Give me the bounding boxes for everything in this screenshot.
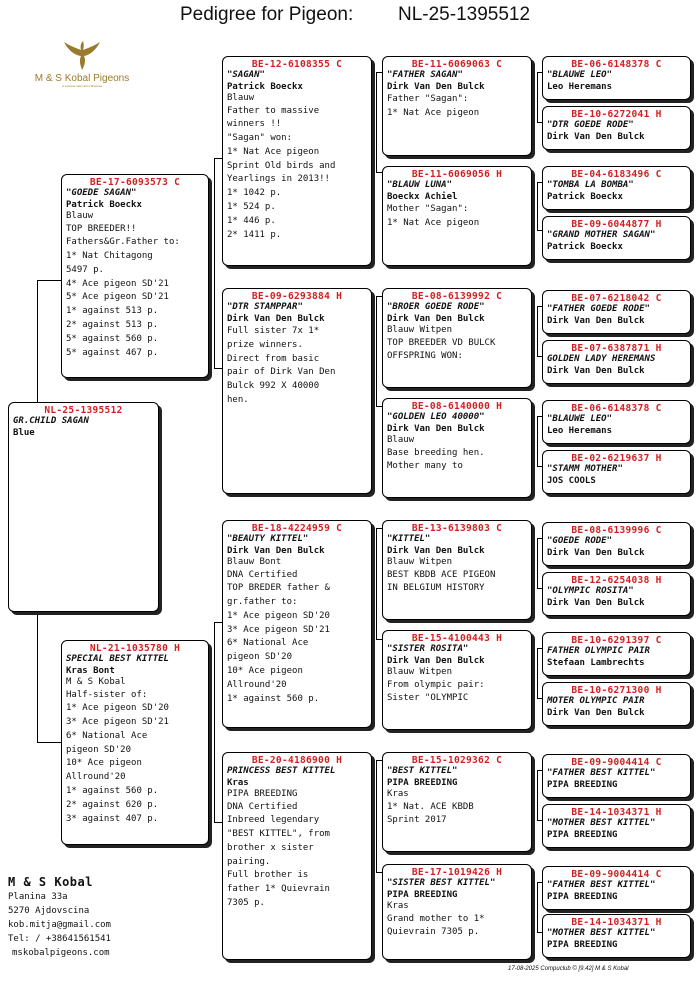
owner-name: M & S Kobal	[8, 875, 93, 889]
ring-number: BE-11-6069056 H	[411, 169, 503, 180]
connector-line	[37, 280, 38, 402]
connector-line	[214, 822, 222, 823]
dam-sire-dam-card[interactable]	[382, 630, 532, 730]
pigeon-color: Blauw	[66, 211, 94, 221]
pigeon-name: "GOEDE RODE"	[547, 536, 613, 546]
owner-city: 5270 Ajdovscina	[8, 906, 90, 916]
pigeon-name: "SAGAN"	[227, 70, 265, 80]
breeder-name: Dirk Van Den Bulck	[387, 655, 485, 666]
pigeon-notes: 1* Nat. ACE KBDB Sprint 2017	[387, 801, 474, 826]
ring-number: BE-11-6069063 C	[411, 59, 503, 70]
pigeon-notes: Base breeding hen. Mother many to	[387, 447, 485, 472]
pigeon-name: GOLDEN LADY HEREMANS	[547, 354, 656, 364]
pigeon-notes: DNA Certified Inbreed legendary "BEST KITTEL", from brother x sister pairing. Full brother is father 1* Quievrain 7305 p.	[227, 801, 330, 909]
pigeon-notes: BEST KBDB ACE PIGEON IN BELGIUM HISTORY	[387, 569, 496, 594]
breeder-name: PIPA BREEDING	[387, 889, 458, 900]
breeder-name: Leo Heremans	[547, 425, 613, 436]
kennel-logo	[22, 40, 142, 100]
owner-contact	[8, 874, 168, 960]
pigeon-color: PIPA BREEDING	[227, 789, 298, 799]
dam-sire-card[interactable]	[222, 520, 372, 728]
sire-sire-card[interactable]	[222, 56, 372, 266]
breeder-name: PIPA BREEDING	[547, 891, 618, 902]
ring-number: BE-12-6108355 C	[251, 59, 343, 70]
connector-line	[214, 368, 222, 369]
breeder-name: Dirk Van Den Bulck	[547, 707, 645, 718]
pigeon-name: MOTER OLYMPIC PAIR	[547, 696, 645, 706]
breeder-name: Patrick Boeckx	[547, 241, 623, 252]
pigeon-color: Blauw Witpen	[387, 325, 453, 335]
dam-sire-sire-card[interactable]	[382, 520, 532, 620]
breeder-name: Patrick Boeckx	[66, 199, 142, 210]
ring-number: BE-04-6183496 C	[571, 169, 662, 180]
ring-number: BE-10-6271300 H	[571, 685, 662, 696]
ancestor-card[interactable]	[542, 522, 691, 566]
dam-card[interactable]	[61, 640, 209, 845]
breeder-name: PIPA BREEDING	[547, 939, 618, 950]
breeder-name: PIPA BREEDING	[547, 829, 618, 840]
ring-number: BE-17-1019426 H	[411, 867, 503, 878]
connector-line	[37, 280, 61, 281]
pigeon-notes: TOP BREEDER!! Fathers&Gr.Father to: 1* Nat Chitagong 5497 p. 4* Ace pigeon SD'21 5* Ace pigeon SD'21 1* against 513 p. 2* against 513 p. 5* against 560 p. 5* against 467 p.	[66, 223, 180, 358]
title-label: Pedigree for Pigeon:	[180, 4, 354, 25]
ring-number: BE-06-6148378 C	[571, 59, 662, 70]
breeder-name: PIPA BREEDING	[547, 779, 618, 790]
ring-number: BE-18-4224959 C	[251, 523, 343, 534]
ancestor-card[interactable]	[542, 56, 691, 100]
ancestor-card[interactable]	[542, 450, 691, 494]
ancestor-card[interactable]	[542, 682, 691, 726]
breeder-name: Patrick Boeckx	[227, 81, 303, 92]
connector-line	[537, 882, 538, 932]
ring-number: BE-07-6387871 H	[571, 343, 662, 354]
pigeon-notes: Full sister 7x 1* prize winners. Direct from basic pair of Dirk Van Den Bulck 992 X 40000 hen.	[227, 326, 336, 405]
connector-line	[37, 742, 61, 743]
ancestor-card[interactable]	[542, 216, 691, 260]
breeder-name: Dirk Van Den Bulck	[547, 365, 645, 376]
connector-line	[214, 622, 215, 822]
pigeon-name: "GRAND MOTHER SAGAN"	[547, 230, 656, 240]
breeder-name: JOS COOLS	[547, 475, 596, 486]
ring-number: BE-08-6139992 C	[411, 291, 503, 302]
breeder-name: Kras Bont	[66, 665, 115, 676]
ancestor-card[interactable]	[542, 632, 691, 676]
ring-number: BE-17-6093573 C	[89, 177, 181, 188]
pigeon-name: "FATHER SAGAN"	[387, 70, 463, 80]
ring-number: BE-14-1034371 H	[571, 917, 662, 928]
sire-dam-sire-card[interactable]	[382, 288, 532, 388]
pigeon-name: "FATHER BEST KITTEL"	[547, 768, 656, 778]
dam-dam-dam-card[interactable]	[382, 864, 532, 960]
logo-name: M & S Kobal Pigeons	[34, 73, 130, 84]
connector-line	[376, 760, 377, 872]
dam-dam-sire-card[interactable]	[382, 752, 532, 852]
connector-line	[376, 72, 377, 172]
pigeon-name: SPECIAL BEST KITTEL	[66, 654, 169, 664]
owner-address: Planina 33a	[8, 892, 68, 902]
logo-tagline: A success story from Slovenia	[61, 84, 102, 88]
dam-dam-card[interactable]	[222, 752, 372, 960]
breeder-name: Dirk Van Den Bulck	[547, 597, 645, 608]
pigeon-name: "STAMM MOTHER"	[547, 464, 623, 474]
pigeon-notes: Father to massive winners !! "Sagan" won: 1* Nat Ace pigeon Sprint Old birds and Yearlings in 2013!! 1* 1042 p. 1* 524 p. 1* 446 p. 2* 1411 p.	[227, 105, 336, 240]
connector-line	[214, 158, 222, 159]
ring-number: BE-20-4186900 H	[251, 755, 343, 766]
ring-number: BE-10-6291397 C	[571, 635, 662, 646]
breeder-name: Dirk Van Den Bulck	[387, 81, 485, 92]
connector-line	[537, 770, 538, 820]
ring-number: BE-10-6272041 H	[571, 109, 662, 120]
ring-number: BE-09-6044877 H	[571, 219, 662, 230]
main-pigeon-card[interactable]	[8, 402, 159, 612]
pigeon-name: "GOEDE SAGAN"	[66, 188, 137, 198]
pigeon-name: "BLAUW LUNA"	[387, 180, 453, 190]
pigeon-color: M & S Kobal	[66, 677, 126, 687]
ring-number: BE-08-6140000 H	[411, 401, 503, 412]
pigeon-name: GR.CHILD SAGAN	[13, 416, 89, 426]
connector-line	[537, 538, 538, 588]
breeder-name: Kras	[227, 777, 249, 788]
sire-sire-dam-card[interactable]	[382, 166, 532, 266]
pigeon-name: "OLYMPIC ROSITA"	[547, 586, 634, 596]
pigeon-name: "MOTHER BEST KITTEL"	[547, 928, 656, 938]
ancestor-card[interactable]	[542, 572, 691, 616]
breeder-name: Dirk Van Den Bulck	[387, 545, 485, 556]
pigeon-color: Kras	[387, 789, 409, 799]
pigeon-name: "SISTER ROSITA"	[387, 644, 469, 654]
pigeon-color: Blue	[13, 427, 35, 438]
connector-line	[537, 416, 538, 466]
ancestor-card[interactable]	[542, 340, 691, 384]
ancestor-card[interactable]	[542, 290, 691, 334]
ancestor-card[interactable]	[542, 106, 691, 150]
pigeon-name: "KITTEL"	[387, 534, 431, 544]
pigeon-name: "BEST KITTEL"	[387, 766, 458, 776]
print-footer: 17-08-2025 Compuclub © [9.42] M & S Kobal	[508, 966, 629, 972]
pigeon-name: "TOMBA LA BOMBA"	[547, 180, 634, 190]
connector-line	[376, 528, 377, 639]
pigeon-notes: Father "Sagan": 1* Nat Ace pigeon	[387, 94, 480, 118]
ring-number: BE-12-6254038 H	[571, 575, 662, 586]
ring-number: BE-09-6293884 H	[251, 291, 343, 302]
ancestor-card[interactable]	[542, 166, 691, 210]
dove-logo-icon	[60, 40, 104, 72]
sire-dam-dam-card[interactable]	[382, 398, 532, 498]
sire-dam-card[interactable]	[222, 288, 372, 494]
breeder-name: Dirk Van Den Bulck	[387, 423, 485, 434]
breeder-name: PIPA BREEDING	[387, 777, 458, 788]
sire-card[interactable]	[61, 174, 209, 378]
ring-number: BE-09-9004414 C	[571, 869, 662, 880]
pigeon-notes: TOP BREEDER VD BULCK OFFSPRING WON:	[387, 337, 496, 362]
ring-number: BE-07-6218042 C	[571, 293, 662, 304]
owner-phone: Tel: / +38641561541	[8, 934, 111, 944]
pigeon-name: FATHER OLYMPIC PAIR	[547, 646, 650, 656]
breeder-name: Leo Heremans	[547, 81, 613, 92]
pigeon-notes: Mother "Sagan": 1* Nat Ace pigeon	[387, 204, 480, 228]
pigeon-name: "BLAUWE LEO"	[547, 414, 613, 424]
pigeon-color: Blauw	[387, 435, 415, 445]
breeder-name: Stefaan Lambrechts	[547, 657, 645, 668]
pigeon-color: Blauw	[227, 93, 255, 103]
ring-number: NL-25-1395512	[44, 405, 123, 416]
ring-number: NL-21-1035780 H	[89, 643, 181, 654]
breeder-name: Dirk Van Den Bulck	[387, 313, 485, 324]
pigeon-name: "FATHER BEST KITTEL"	[547, 880, 656, 890]
pigeon-notes: Half-sister of: 1* Ace pigeon SD'20 3* Ace pigeon SD'21 6* National Ace pigeon SD'20 10* Ace pigeon Allround'20 1* against 560 p. 2* against 620 p. 3* against 407 p.	[66, 689, 169, 824]
pigeon-notes: DNA Certified TOP BREDER father & gr.father to: 1* Ace pigeon SD'20 3* Ace pigeon SD'21 6* National Ace pigeon SD'20 10* Ace pigeon Allround'20 1* against 560 p.	[227, 569, 330, 704]
connector-line	[537, 72, 538, 122]
connector-line	[537, 648, 538, 698]
connector-line	[214, 622, 222, 623]
pigeon-name: "BROER GOEDE RODE"	[387, 302, 485, 312]
breeder-name: Dirk Van Den Bulck	[227, 545, 325, 556]
ancestor-card[interactable]	[542, 866, 691, 910]
breeder-name: Dirk Van Den Bulck	[227, 313, 325, 324]
ancestor-card[interactable]	[542, 914, 691, 958]
pigeon-color: Blauw Witpen	[387, 667, 453, 677]
pigeon-name: PRINCESS BEST KITTEL	[227, 766, 336, 776]
connector-line	[214, 158, 215, 368]
pigeon-name: "BLAUWE LEO"	[547, 70, 613, 80]
ring-number: BE-06-6148378 C	[571, 403, 662, 414]
breeder-name: Patrick Boeckx	[547, 191, 623, 202]
ring-number: BE-13-6139803 C	[411, 523, 503, 534]
pigeon-color: Blauw Witpen	[387, 557, 453, 567]
ring-number: BE-08-6139996 C	[571, 525, 662, 536]
ring-number: BE-09-9004414 C	[571, 757, 662, 768]
ring-number: BE-02-6219637 H	[571, 453, 662, 464]
breeder-name: Dirk Van Den Bulck	[547, 131, 645, 142]
connector-line	[537, 182, 538, 230]
breeder-name: Boeckx Achiel	[387, 191, 458, 202]
pigeon-name: "DTR GOEDE RODE"	[547, 120, 634, 130]
owner-email[interactable]: kob.mitja@gmail.com	[8, 920, 111, 930]
pigeon-name: "SISTER BEST KITTEL"	[387, 878, 496, 888]
pigeon-name: "GOLDEN LEO 40000"	[387, 412, 485, 422]
ancestor-card[interactable]	[542, 754, 691, 798]
ring-number: BE-15-4100443 H	[411, 633, 503, 644]
sire-sire-sire-card[interactable]	[382, 56, 532, 156]
pigeon-notes: Grand mother to 1* Quievrain 7305 p.	[387, 913, 485, 938]
pigeon-name: "DTR STAMPPAR"	[227, 302, 303, 312]
pigeon-color: Kras	[387, 901, 409, 911]
breeder-name: Dirk Van Den Bulck	[547, 315, 645, 326]
pigeon-name: "FATHER GOEDE RODE"	[547, 304, 650, 314]
pigeon-notes: From olympic pair: Sister "OLYMPIC	[387, 679, 485, 704]
ring-number: BE-14-1034371 H	[571, 807, 662, 818]
connector-line	[537, 306, 538, 356]
connector-line	[37, 612, 38, 742]
pigeon-name: "MOTHER BEST KITTEL"	[547, 818, 656, 828]
ancestor-card[interactable]	[542, 804, 691, 848]
pigeon-color: Blauw Bont	[227, 557, 282, 567]
ancestor-card[interactable]	[542, 400, 691, 444]
connector-line	[376, 296, 377, 406]
pigeon-name: "BEAUTY KITTEL"	[227, 534, 309, 544]
breeder-name: Dirk Van Den Bulck	[547, 547, 645, 558]
title-ring-number: NL-25-1395512	[398, 4, 531, 25]
ring-number: BE-15-1029362 C	[411, 755, 503, 766]
page-title	[0, 4, 700, 28]
owner-website[interactable]: mskobalpigeons.com	[12, 948, 110, 958]
